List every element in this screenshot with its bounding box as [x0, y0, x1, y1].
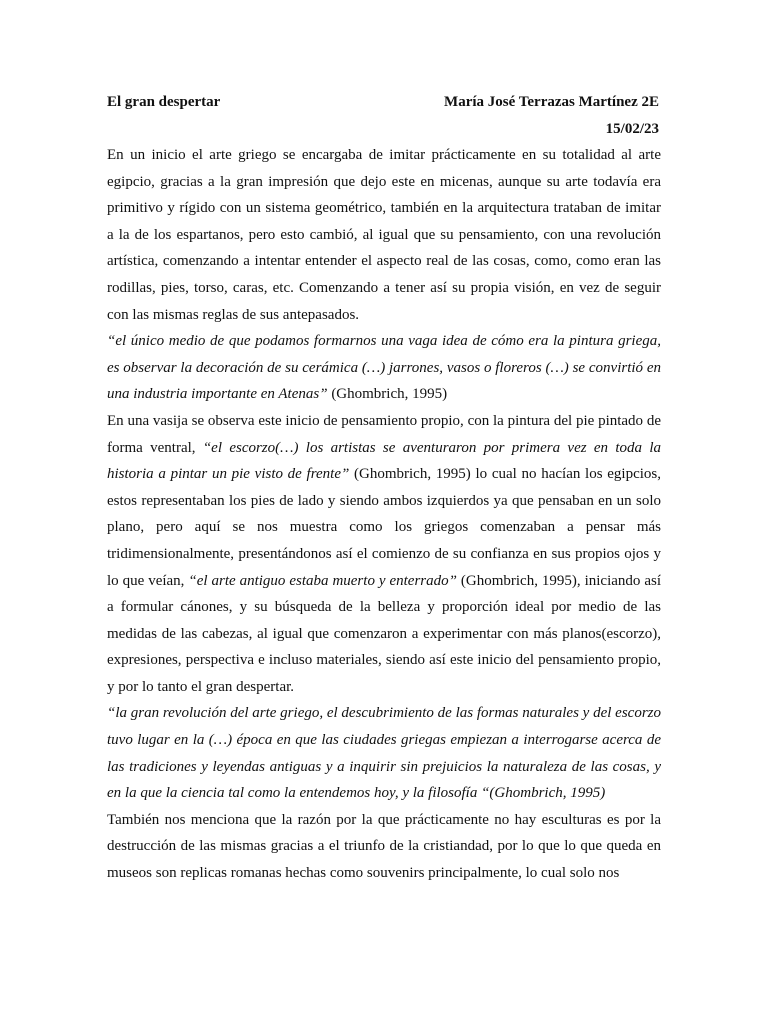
document-date: 15/02/23 — [605, 121, 659, 137]
quote-ceramics: “el único medio de que podamos formarnos una vaga idea de cómo era la pintura griega, es observar la decoración de su cerámica (…) jarrones, vasos o floreros (…) se convirtió en una industria importante en Atenas” — [107, 333, 661, 403]
author-name: María José Terrazas Martínez 2E — [444, 94, 659, 110]
paragraph-vase — [107, 408, 661, 701]
citation-ceramics: (Ghombrich, 1995) — [327, 386, 448, 403]
paragraph-vase-middle: (Ghombrich, 1995) lo cual no hacían los egipcios, estos representaban los pies de lado y siendo ambos izquierdos ya que pensaban en un solo plano, pero aquí se nos muestra como los griegos comenzaban a pensar más tridimensionalmente, presentándonos así el comienzo de su confianza en sus propios ojos y lo que veían, — [107, 466, 661, 589]
document-body — [107, 142, 661, 887]
paragraph-vase-outro: (Ghombrich, 1995), iniciando así a formular cánones, y su búsqueda de la belleza y proporción ideal por medio de las medidas de las cabezas, al igual que comenzaron a experimentar con más planos(escorzo), expresiones, perspectiva e incluso materiales, siendo así este inicio del pensamiento propio, y por lo tanto el gran despertar. — [107, 572, 662, 695]
quote-paragraph-ceramics — [107, 328, 661, 408]
quote-paragraph-revolution: “la gran revolución del arte griego, el descubrimiento de las formas naturales y del escorzo tuvo lugar en la (…) época en que las ciudades griegas empiezan a interrogarse acerca de las tradiciones y leyendas antiguas y a inquirir sin prejuicios la naturaleza de las cosas, y en la que la ciencia tal como la entendemos hoy, y la filosofía “(Ghombrich, 1995) — [107, 705, 661, 802]
document-title: El gran despertar — [107, 94, 221, 110]
paragraph-vase-intro: En una vasija se observa este inicio de pensamiento propio, con la pintura del pie pintado de forma ventral, — [107, 412, 661, 456]
paragraph-sculptures: También nos menciona que la razón por la que prácticamente no hay esculturas es por la destrucción de las mismas gracias a el triunfo de la cristiandad, por lo que lo que queda en museos son replicas romanas hechas como souvenirs principalmente, lo cual solo nos — [107, 811, 661, 882]
quote-ancient-art: “el arte antiguo estaba muerto y enterrado” — [188, 572, 457, 589]
paragraph-intro: En un inicio el arte griego se encargaba de imitar prácticamente en su totalidad al arte egipcio, gracias a la gran impresión que dejo este en micenas, aunque su arte todavía era primitivo y rígido con un sistema geométrico, también en la arquitectura trataban de imitar a la de los espartanos, pero esto cambió, al igual que su pensamiento, con una revolución artística, comenzando a intentar entender el aspecto real de las cosas, como, como eran las rodillas, pies, torso, caras, etc. Comenzando a tener así su propia visión, en vez de seguir con las mismas reglas de sus antepasados. — [107, 147, 661, 323]
quote-escorzo: “el escorzo(…) los artistas se aventuraron por primera vez en toda la historia a pintar un pie visto de frente” — [107, 439, 661, 483]
